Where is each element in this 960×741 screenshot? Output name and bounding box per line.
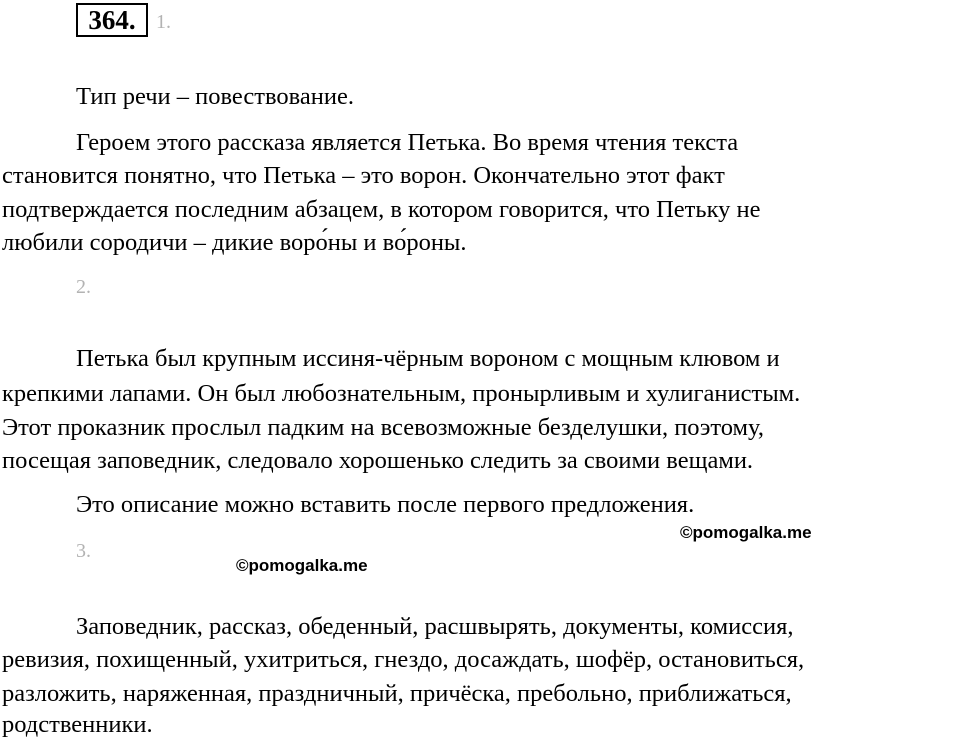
paragraph-hero-line-4: любили сородичи – дикие воро́ны и во́роны. — [2, 229, 467, 256]
paragraph-insert-note: Это описание можно вставить после первого предложения. — [76, 491, 695, 518]
paragraph-description-line-3: Этот проказник прослыл падким на всевозможные безделушки, поэтому, — [2, 414, 764, 441]
paragraph-words-line-2: ревизия, похищенный, ухитриться, гнездо, досаждать, шофёр, остановиться, — [2, 646, 805, 673]
watermark-right: ©pomogalka.me — [680, 523, 812, 542]
exercise-number-box — [76, 3, 148, 37]
paragraph-words-line-1: Заповедник, рассказ, обеденный, расшвырять, документы, комиссия, — [76, 613, 794, 640]
paragraph-hero-line-1: Героем этого рассказа является Петька. Во время чтения текста — [76, 129, 739, 156]
paragraph-description-line-1: Петька был крупным иссиня-чёрным вороном с мощным клювом и — [76, 345, 780, 372]
paragraph-description-line-4: посещая заповедник, следовало хорошенько следить за своими вещами. — [2, 447, 754, 474]
paragraph-hero-line-3: подтверждается последним абзацем, в котором говорится, что Петьку не — [2, 196, 761, 223]
paragraph-speech-type: Тип речи – повествование. — [76, 83, 354, 110]
paragraph-words-line-3: разложить, наряженная, праздничный, причёска, пребольно, приближаться, — [2, 680, 792, 707]
paragraph-description-line-2: крепкими лапами. Он был любознательным, пронырливым и хулиганистым. — [2, 380, 801, 407]
paragraph-words-line-4: родственники. — [2, 711, 153, 738]
exercise-number: 364. — [88, 5, 136, 35]
part-3-label: 3. — [76, 540, 91, 562]
paragraph-hero-line-2: становится понятно, что Петька – это ворон. Окончательно этот факт — [2, 162, 725, 189]
part-1-label: 1. — [156, 11, 171, 33]
watermark-left: ©pomogalka.me — [236, 556, 368, 575]
part-2-label: 2. — [76, 276, 91, 298]
